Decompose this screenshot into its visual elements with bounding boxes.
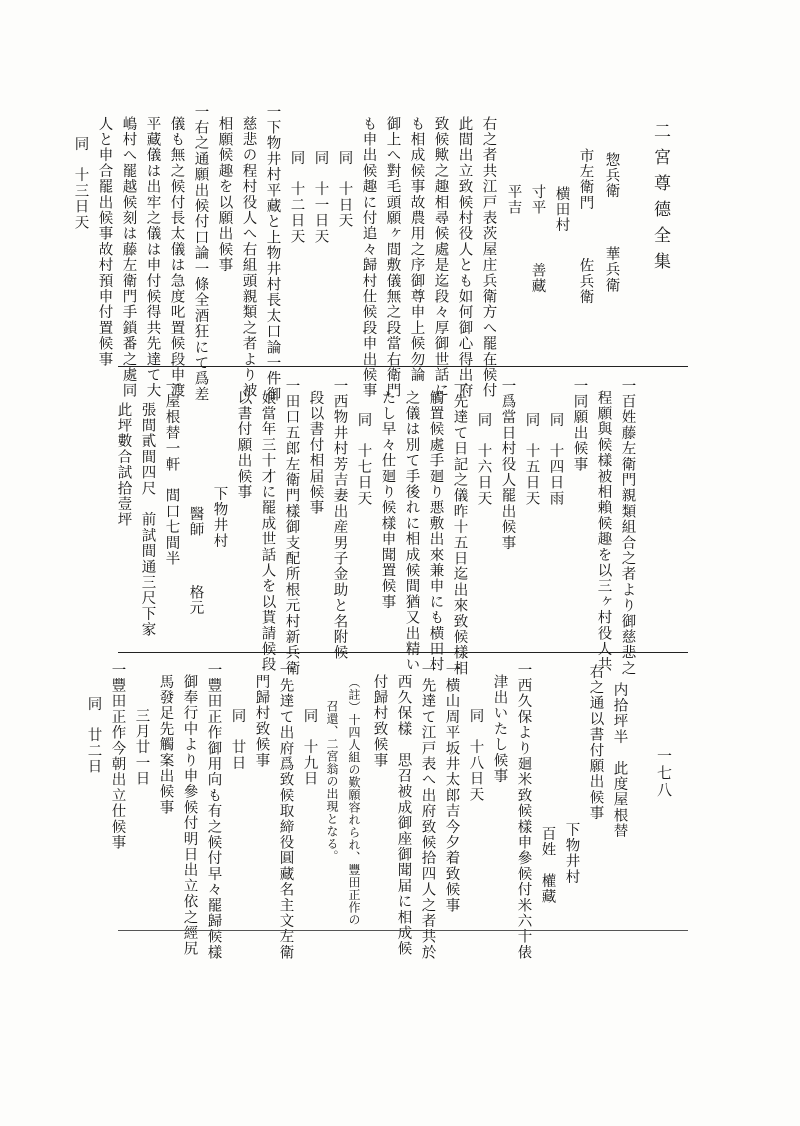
bot-col-16: 門歸村致候事 [253,674,270,769]
top-col-11: も申出候趣に付追々歸村仕候段申出候事 [360,116,377,399]
top-col-08: 致候歟之趣相尋候處是迄段々厚御世話に [432,116,449,399]
bot-col-01: 内拾坪半 此度屋根替 [611,682,628,839]
bot-col-15: 一先達て出府爲致候取締役圓藏名主文左衛 [277,662,294,961]
page-number: 一七八 [655,748,673,799]
top-col-06: 右之者共江戸表茨屋庄兵衛方へ罷在候付 [480,116,497,399]
bot-col-08: 一横山周平坂井太郎吉今夕着致候事 [443,662,460,914]
mid-col-17: 以書付願出候事 [235,390,252,500]
top-col-02: 市左衛門 佐兵衛 [577,148,594,305]
top-col-12: 同 十日天 [336,150,353,229]
top-col-04: 寸平 善藏 [529,184,546,294]
top-col-14: 同 十二日天 [288,150,305,245]
mid-col-05: 同 十五日天 [523,412,540,507]
mid-col-08: 一先達て日記之儀昨十五日迄出來致候樣相 [451,378,468,677]
top-col-09: も相成候事故農用之序御尊申上候勿論 [408,116,425,383]
bot-col-07: 同 十八日天 [467,708,484,803]
top-col-10: 御上へ對毛頭願ヶ間敷儀無之段當右衛門 [384,116,401,399]
top-col-20: 平藏儀は出牢之儀は申付候得共先達て大 [144,116,161,399]
top-col-05: 平吉 [505,184,522,216]
bot-col-09: 一先達て江戸表へ出府致候拾四人之者共於 [419,662,436,961]
mid-col-02: 程願與候樣被相賴候趣を以三ヶ村役人共 [595,390,612,673]
mid-col-07: 同 十六日天 [475,412,492,507]
top-col-22: 人と申合罷出候事故村預申付置候事 [96,116,113,368]
bot-col-10: 西久保樣 思召被成御座御聞届に相成候 [395,674,412,957]
bot-col-19: 御奉行中より申參候付明日出立依之經尻 [181,674,198,957]
mid-col-22: 此坪數合試拾壹坪 [115,402,132,528]
mid-col-16: 娘當年三十才に罷成世話人を以貰請候段 [259,390,276,673]
mid-col-10: 之儀は別て手後れに相成候間猶又出精い [403,390,420,673]
mid-col-19: 醫師 格元 [187,506,204,616]
top-col-13: 同 十一日天 [312,150,329,245]
mid-col-13: 一西物井村芳吉妻出産男子金助と名附候 [331,378,348,661]
top-col-01: 惣兵衛 華兵衛 [603,152,620,294]
mid-col-18: 下物井村 [211,486,228,549]
mid-col-01: 一百姓藤左衛門親類組合之者より御慈悲之 [619,378,636,677]
mid-col-03: 一同願出候事 [571,378,588,473]
top-col-23: 同 十三日天 [72,136,89,231]
mid-col-21: 張間貳間四尺 前試間通三尺下家 [139,402,156,638]
bot-col-11: 付歸村致候事 [371,674,388,769]
bot-col-02: 右之通以書付願出候事 [587,664,604,821]
mid-col-04: 同 十四日雨 [547,412,564,507]
bot-col-03: 下物井村 [563,822,580,885]
top-col-16: 慈悲の程村役人へ右組頭親類之者より被 [240,116,257,399]
top-col-18: 一右之通願出候付口論一條全酒狂にて爲差 [192,104,209,403]
mid-col-15: 一田口五郎左衛門樣御支配所根元村新兵衛 [283,378,300,677]
top-col-03: 横田村 [553,186,570,234]
mid-col-06: 一爲當日村役人罷出候事 [499,378,516,551]
mid-col-09: 觸置候處手廻り悪敷出來兼申にも横田村 [427,390,444,673]
bot-col-05: 一西久保より廻米致候樣申參候付米六十俵 [515,662,532,961]
mid-col-11: たし早々仕廻り候樣申聞置候事 [379,390,396,610]
mid-col-20: 一屋根替一軒 間口七間半 [163,378,180,567]
top-col-07: 此間出立致候村役人とも如何御心得出府 [456,116,473,399]
mid-col-14: 段以書付相届候事 [307,390,324,516]
bot-col-23: 同 廿二日 [85,696,102,775]
bot-col-20: 馬發足先觸案出候事 [157,674,174,816]
bot-col-18: 一豐田正作御用向も有之候付早々罷歸候樣 [205,662,222,961]
footnote-line-1: （註）十四人組の歎願容れられ、豐田正作の [347,676,361,926]
bot-col-22: 一豐田正作今朝出立仕候事 [109,662,126,851]
bot-col-17: 同 廿日 [229,708,246,771]
bot-col-14: 同 十九日 [301,708,318,787]
page-frame-bottom [118,930,688,931]
book-title: 二宮尊德全集 [650,122,670,278]
bot-col-21: 三月廿一日 [133,708,150,787]
mid-col-12: 同 十七日天 [355,412,372,507]
bot-col-06: 津出いたし候事 [491,674,508,784]
top-col-17: 相願候趣を以願出候事 [216,116,233,273]
top-col-19: 儀も無之候付長太儀は急度叱置候段申渡 [168,116,185,399]
bot-col-04: 百姓 權藏 [539,826,556,905]
top-col-21: 嶋村へ罷越候刻は藤左衛門手鎖番之處同 [120,116,137,399]
top-col-15: 一下物井村平藏と上物井村長太口論一件御 [264,104,281,403]
footnote-line-2: 召還、二宮翁の出現となる。 [325,700,339,863]
